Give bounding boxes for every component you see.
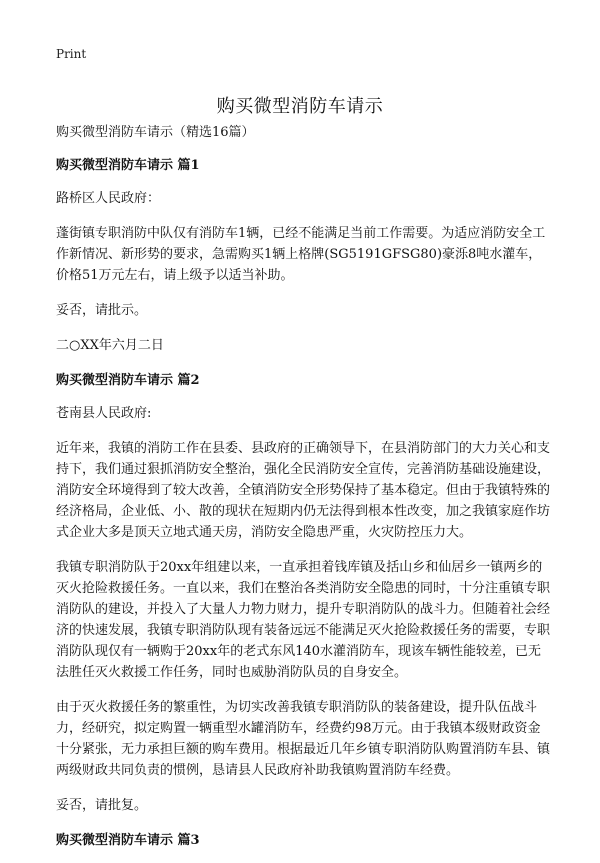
document-title: 购买微型消防车请示 — [216, 96, 384, 118]
body-paragraph: 近年来，我镇的消防工作在县委、县政府的正确领导下，在县消防部门的大力关心和支持下，我们通过狠抓消防安全整治，强化全民消防安全宣传，完善消防基础设施建设，消防安全环境得到了较大改善，全镇消防安全形势保持了基本稳定。但由于我镇特殊的经济格局，企业低、小、散的现状在短期内仍无法得到根本性改变，加之我镇家庭作坊式企业大多是顶天立地式通天房，消防安全隐患严重，火灾防控压力大。 — [56, 441, 551, 540]
addressee: 路桥区人民政府： — [56, 191, 161, 206]
addressee: 苍南县人民政府: — [56, 406, 152, 421]
body-paragraph: 蓬街镇专职消防中队仅有消防车1辆，已经不能满足当前工作需要。为适应消防安全工作新情况、新形势的要求，急需购买1辆上格牌(SG5191GFSG80)豪泺8吨水灌车，价格51万元左右，请上级予以适当补助。 — [56, 226, 546, 283]
closing-request: 妥否，请批示。 — [56, 303, 148, 318]
date-line: 二○XX年六月二日 — [56, 338, 164, 353]
closing-request: 妥否，请批复。 — [56, 798, 148, 813]
section-heading: 购买微型消防车请示 篇3 — [56, 833, 200, 848]
document-subtitle: 购买微型消防车请示（精选16篇） — [56, 125, 255, 140]
body-paragraph: 由于灭火救援任务的繁重性，为切实改善我镇专职消防队的装备建设，提升队伍战斗力，经研究，拟定购置一辆重型水罐消防车，经费约98万元。由于我镇本级财政资金十分紧张，无力承担巨额的购车费用。根据最近几年乡镇专职消防队购置消防车县、镇两级财政共同负责的惯例，恳请县人民政府补助我镇购置消防车经费。 — [56, 700, 551, 778]
section-heading: 购买微型消防车请示 篇2 — [56, 373, 200, 388]
document-body — [56, 122, 552, 863]
body-paragraph: 我镇专职消防队于20xx年组建以来，一直承担着钱库镇及括山乡和仙居乡一镇两乡的灭火抢险救援任务。一直以来，我们在整治各类消防安全隐患的同时，十分注重镇专职消防队的建设，并投入了大量人力物力财力，提升专职消防队的战斗力。但随着社会经济的快速发展，我镇专职消防队现有装备远远不能满足灭火抢险救援任务的需要，专职消防队现仅有一辆购于20xx年的老式东风140水灌消防车，现该车辆性能较差，已无法胜任灭火救援工作任务，同时也威胁消防队员的自身安全。 — [56, 560, 551, 680]
print-label: Print — [56, 47, 87, 61]
section-heading: 购买微型消防车请示 篇1 — [56, 158, 200, 173]
